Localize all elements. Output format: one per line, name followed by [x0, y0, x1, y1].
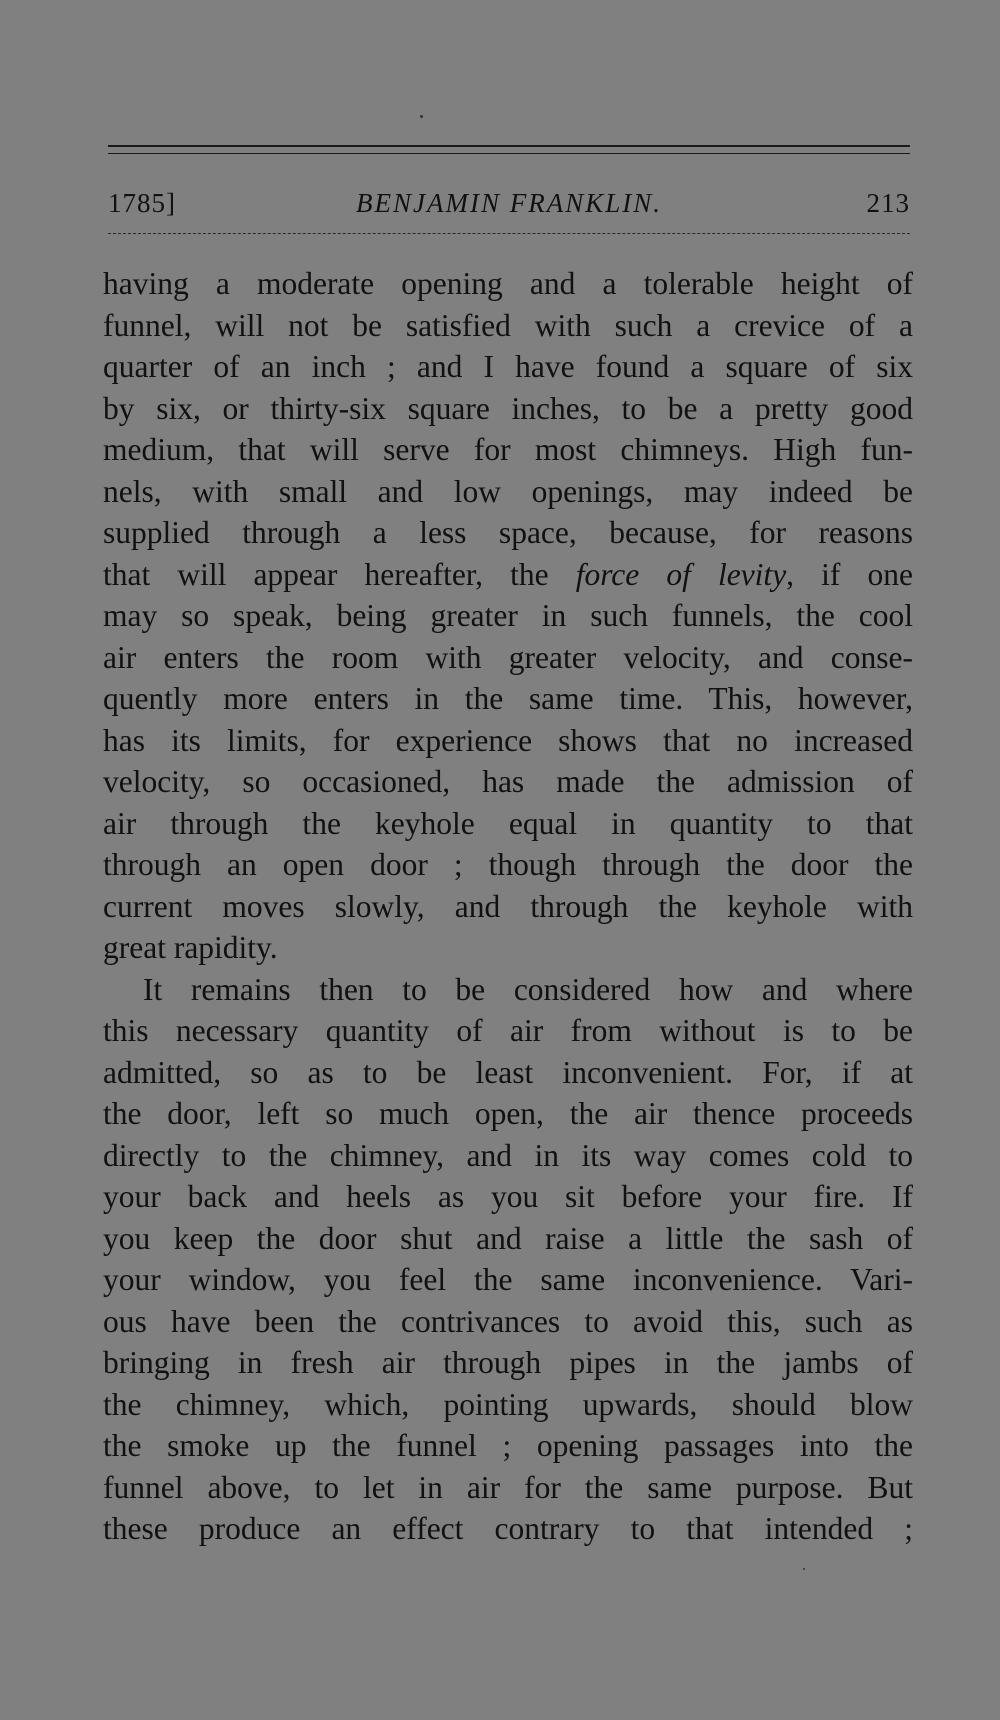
text-run: that will appear hereafter, the: [103, 556, 576, 592]
text-line: admitted, so as to be least inconvenient. For, if at: [103, 1054, 913, 1090]
text-line: funnel, will not be satisfied with such a crevice of a: [103, 307, 913, 343]
ink-speck: [803, 1568, 805, 1570]
header-rule-bottom: [108, 233, 910, 234]
paragraph-first-line: It remains then to be considered how and where: [143, 971, 913, 1007]
text-line: air through the keyhole equal in quantity to that: [103, 805, 913, 841]
text-run: , if one: [786, 556, 913, 592]
text-line: having a moderate opening and a tolerable height of: [103, 266, 913, 301]
text-line: these produce an effect contrary to that intended ;: [103, 1511, 913, 1546]
running-header: [108, 183, 910, 223]
text-line: quently more enters in the same time. This, however,: [103, 681, 913, 716]
text-line: ous have been the contrivances to avoid this, such as: [103, 1303, 913, 1339]
text-line: the smoke up the funnel ; opening passages into the: [103, 1428, 913, 1463]
text-line: your window, you feel the same inconvenience. Vari-: [103, 1262, 913, 1297]
text-line: current moves slowly, and through the keyhole with: [103, 888, 913, 924]
text-line: by six, or thirty-six square inches, to be a pretty good: [103, 390, 913, 426]
text-line: through an open door ; though through the door the: [103, 847, 913, 882]
text-line: the door, left so much open, the air thence proceeds: [103, 1096, 913, 1131]
text-line: medium, that will serve for most chimneys. High fun-: [103, 432, 913, 467]
header-year: 1785]: [108, 188, 176, 218]
text-line: directly to the chimney, and in its way comes cold to: [103, 1137, 913, 1173]
text-line: this necessary quantity of air from without is to be: [103, 1013, 913, 1048]
italic-phrase: force of levity: [575, 556, 787, 592]
ink-speck: [420, 115, 423, 118]
text-line: funnel above, to let in air for the same purpose. But: [103, 1469, 913, 1505]
text-line: great rapidity.: [103, 930, 278, 965]
header-rule-top-thin: [108, 153, 910, 154]
text-line: nels, with small and low openings, may indeed be: [103, 473, 913, 509]
page-number: 213: [866, 188, 910, 218]
text-line: supplied through a less space, because, for reasons: [103, 515, 913, 550]
text-line: the chimney, which, pointing upwards, should blow: [103, 1386, 913, 1422]
text-line: [103, 554, 913, 596]
text-line: has its limits, for experience shows that no increased: [103, 722, 913, 758]
body-text: [103, 263, 913, 1550]
text-line: air enters the room with greater velocity, and conse-: [103, 639, 913, 675]
text-line: velocity, so occasioned, has made the admission of: [103, 764, 913, 799]
header-title: BENJAMIN FRANKLIN.: [356, 188, 662, 218]
text-line: may so speak, being greater in such funnels, the cool: [103, 598, 913, 633]
text-line: quarter of an inch ; and I have found a square of six: [103, 349, 913, 384]
header-rule-top: [108, 145, 910, 147]
text-line: your back and heels as you sit before your fire. If: [103, 1179, 913, 1214]
text-line: bringing in fresh air through pipes in the jambs of: [103, 1345, 913, 1380]
text-line: you keep the door shut and raise a little the sash of: [103, 1220, 913, 1256]
